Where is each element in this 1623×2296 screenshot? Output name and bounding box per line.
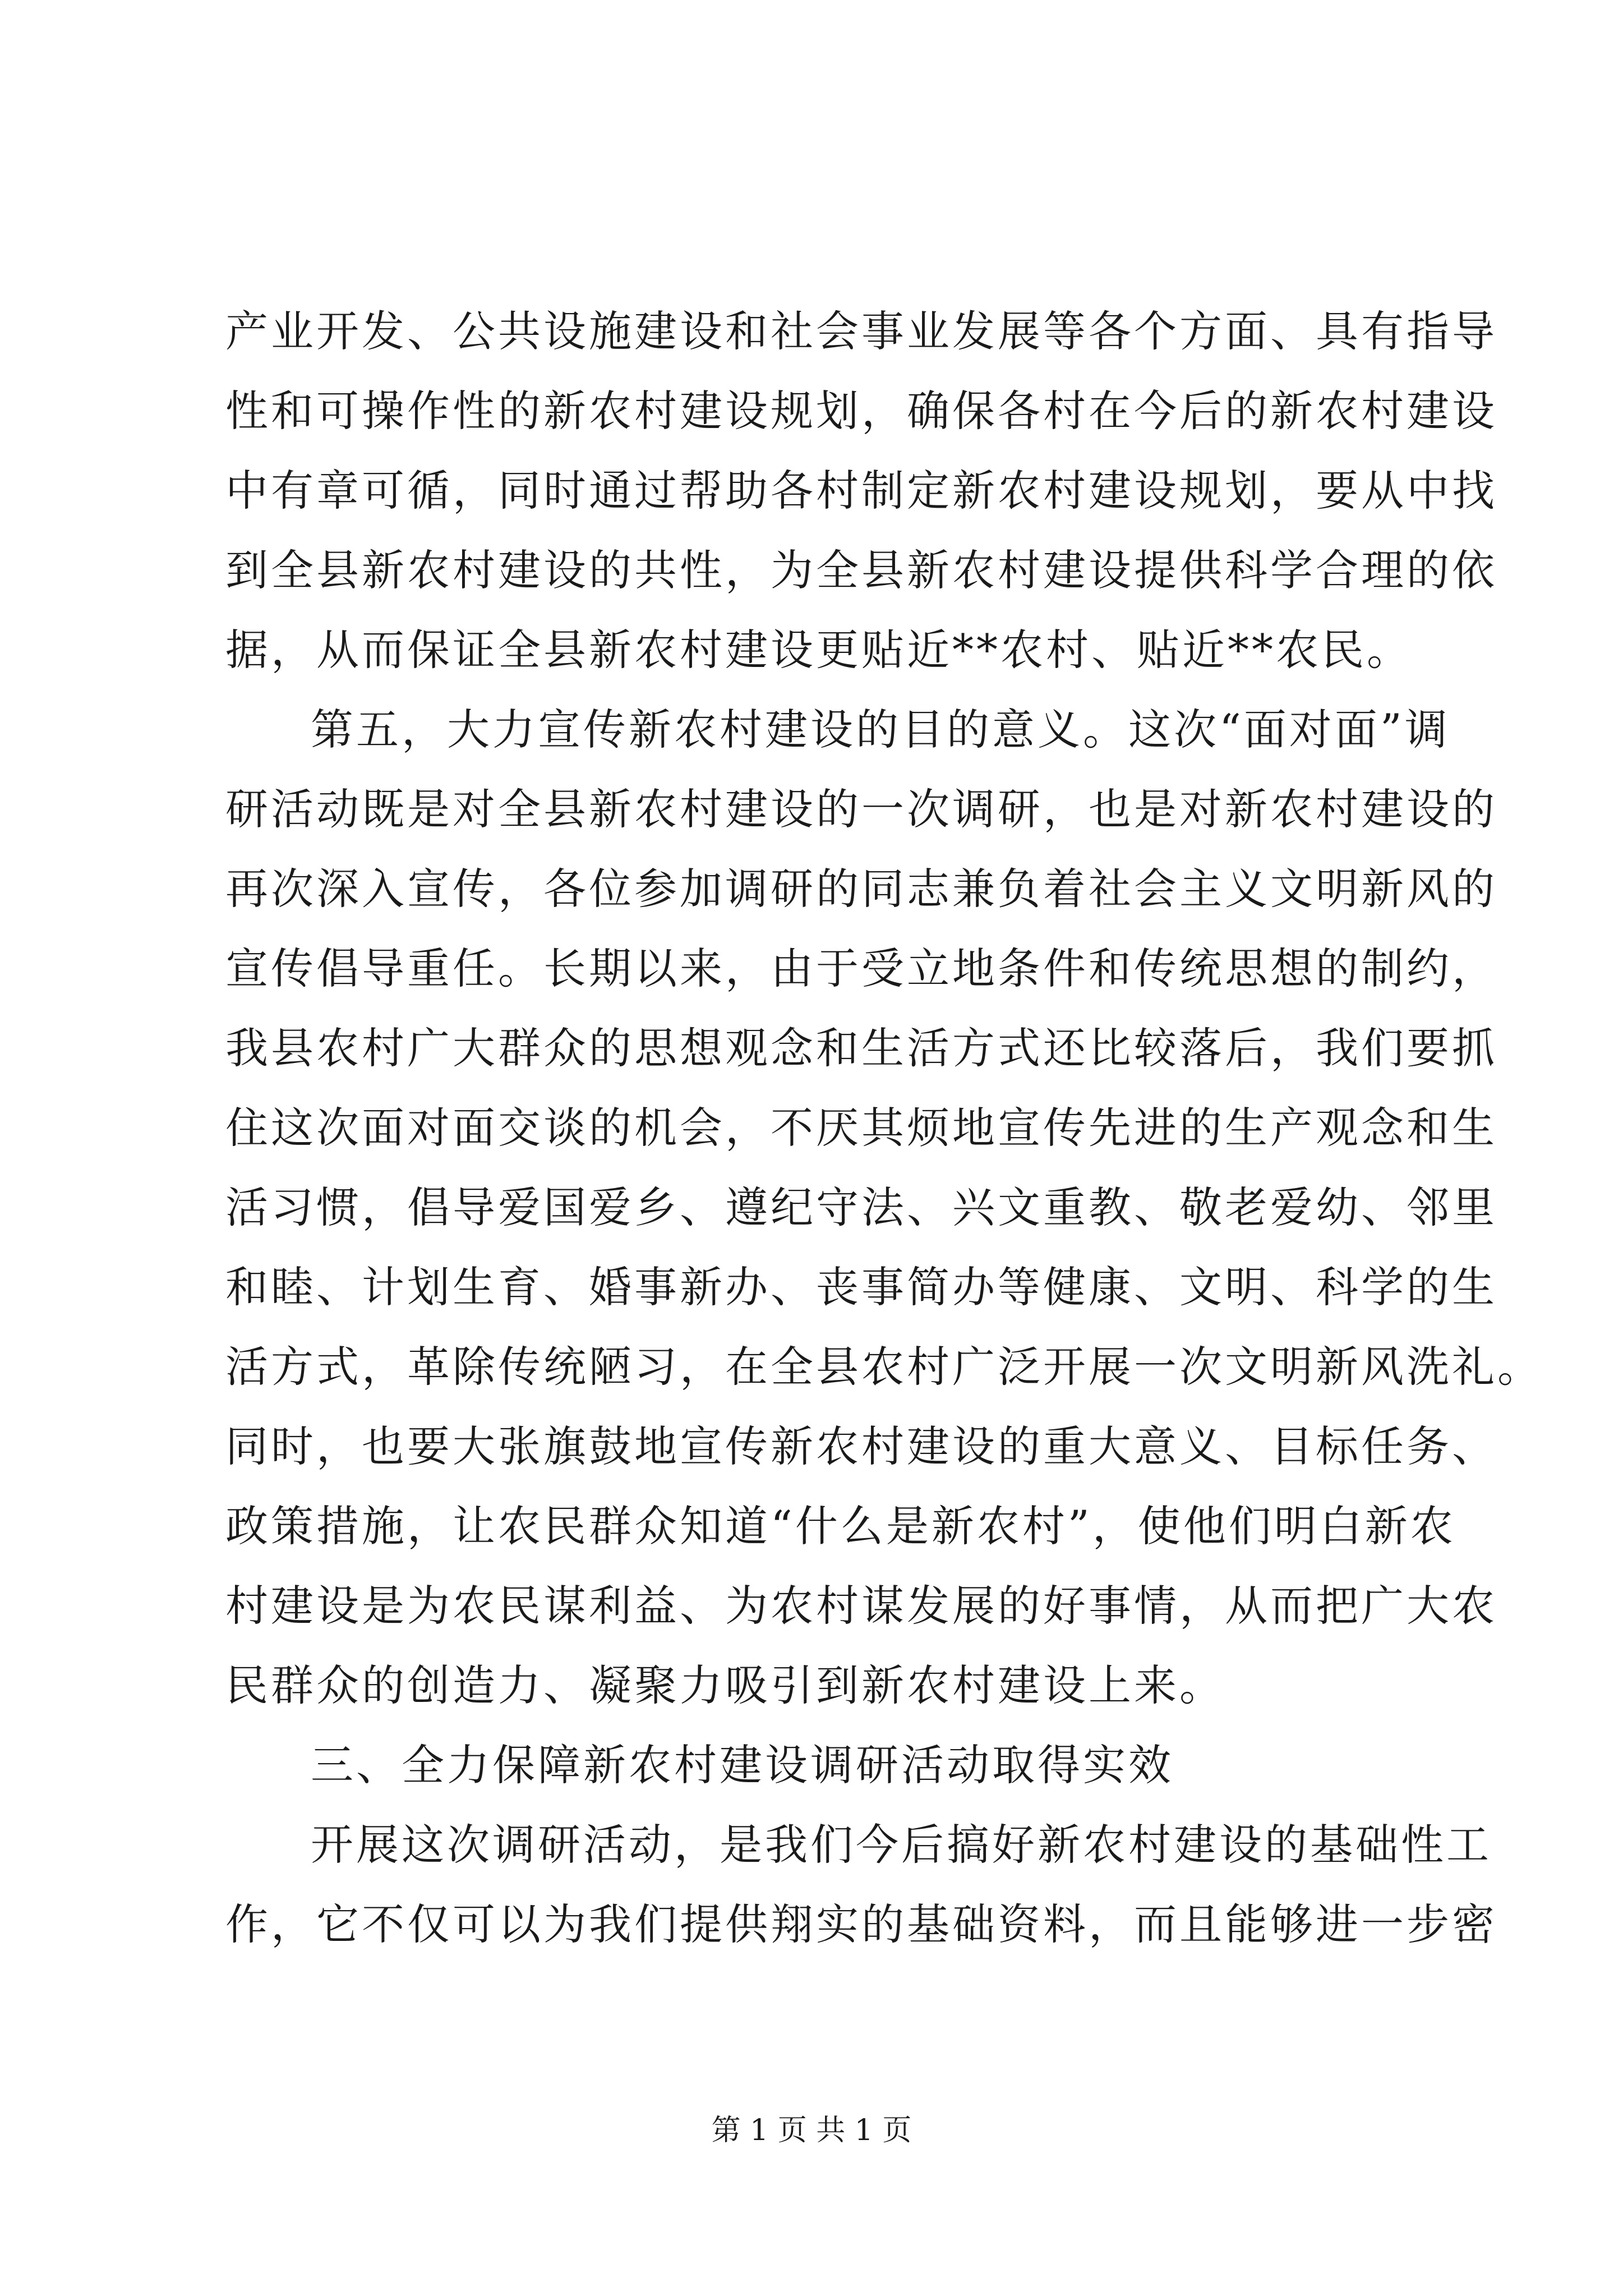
document-body <box>225 292 1543 1964</box>
text-line: 我县农村广大群众的思想观念和生活方式还比较落后，我们要抓 <box>225 1023 1497 1073</box>
text-line: 住这次面对面交谈的机会，不厌其烦地宣传先进的生产观念和生 <box>225 1103 1497 1153</box>
text-line: 民群众的创造力、凝聚力吸引到新农村建设上来。 <box>225 1660 1225 1710</box>
text-line: 三、全力保障新农村建设调研活动取得实效 <box>311 1740 1174 1790</box>
text-line: 到全县新农村建设的共性，为全县新农村建设提供科学合理的依 <box>225 545 1497 595</box>
text-line: 政策措施，让农民群众知道“什么是新农村”，使他们明白新农 <box>225 1501 1456 1551</box>
text-line: 开展这次调研活动，是我们今后搞好新农村建设的基础性工 <box>311 1820 1492 1870</box>
text-line: 作，它不仅可以为我们提供翔实的基础资料，而且能够进一步密 <box>225 1899 1497 1949</box>
text-line: 性和可操作性的新农村建设规划，确保各村在今后的新农村建设 <box>225 386 1497 436</box>
text-line: 据，从而保证全县新农村建设更贴近**农村、贴近**农民。 <box>225 625 1412 675</box>
text-line: 第五，大力宣传新农村建设的目的意义。这次“面对面”调 <box>311 705 1450 754</box>
text-line: 和睦、计划生育、婚事新办、丧事简办等健康、文明、科学的生 <box>225 1262 1497 1312</box>
text-line: 同时，也要大张旗鼓地宣传新农村建设的重大意义、目标任务、 <box>225 1421 1497 1471</box>
text-line: 活习惯，倡导爱国爱乡、遵纪守法、兴文重教、敬老爱幼、邻里 <box>225 1182 1497 1232</box>
text-line: 研活动既是对全县新农村建设的一次调研，也是对新农村建设的 <box>225 784 1497 834</box>
text-line: 活方式，革除传统陋习，在全县农村广泛开展一次文明新风洗礼。 <box>225 1342 1543 1392</box>
text-line: 产业开发、公共设施建设和社会事业发展等各个方面、具有指导 <box>225 306 1497 356</box>
text-line: 宣传倡导重任。长期以来，由于受立地条件和传统思想的制约， <box>225 944 1497 993</box>
text-line: 再次深入宣传，各位参加调研的同志兼负着社会主义文明新风的 <box>225 864 1497 914</box>
text-line: 村建设是为农民谋利益、为农村谋发展的好事情，从而把广大农 <box>225 1581 1497 1631</box>
text-line: 中有章可循，同时通过帮助各村制定新农村建设规划，要从中找 <box>225 466 1497 516</box>
page-footer: 第 1 页 共 1 页 <box>711 2114 912 2147</box>
